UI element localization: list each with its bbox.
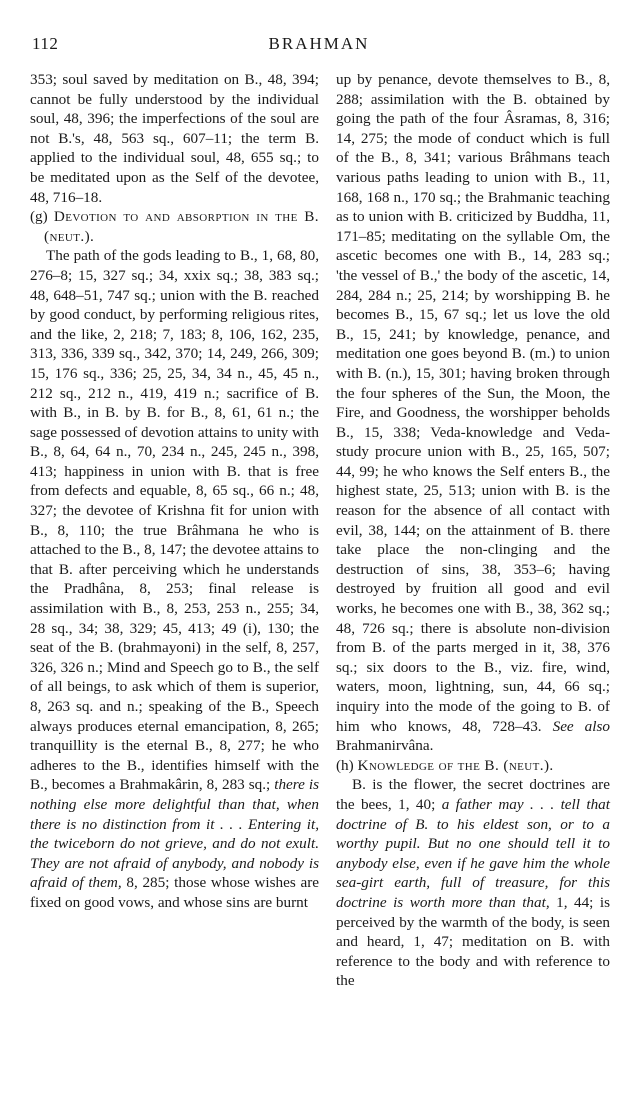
entry-paragraph bbox=[336, 70, 610, 756]
entry-text: 8, 285; those whose wishes are fixed on good vows, and whose sins are burnt bbox=[30, 874, 320, 911]
entry-text: The path of the gods leading to B., 1, 68, 80, 276–8; 15, 327 sq.; 34, xxix sq.; 38, 383 sq.; 48, 648–51, 747 sq.; union with the B. reached by good conduct, by performing religious rites, and the like, 2, 218; 7, 183; 8, 106, 162, 235, 313, 336, 339 sq., 342, 370; 14, 249, 266, 309; 15, 176 sq., 336; 25, 25, 34, 34 n., 45, 45 n., 212 sq., 212 n., 419, 419 n.; sacrifice of B. with B., in B. by B. for B., 8, 61, 61 n.; the sage possessed of devotion attains to unity with B., 8, 64, 64 n., 70, 234 n., 245, 245 n., 398, 413; happiness in union with B. that is free from defects and equable, 8, 65 sq., 66 n.; 48, 327; the devotee of Krishna fit for union with B., 8, 110; the true Brâhmana he who is attached to the B., 8, 147; the devotee attains to that B. after perceiving which he understands the Pradhâna, 8, 253; final release is assimilation with B., 8, 253, 253 n., 255; 34, 28 sq., 34; 38, 329; 45, 413; 49 (i), 130; the seat of the B. (brahmayoni) in the self, 8, 257, 326, 326 n.; Mind and Speech go to B., the self of all beings, to ask which of them is superior, 8, 263 sq. and n.; speaking of the B., Speech always produces eternal emancipation, 8, 265; tranquillity is the eternal B., 8, 277; he who adheres to the B., identifies himself with the B., becomes a Brahmakârin, 8, 283 sq.; bbox=[30, 247, 319, 794]
quotation-text: a father may . . . tell that doctrine of B. to his eldest son, or to a worthy pupil. But no one should tell it to anybody else, even if he gave him the whole sea-girt earth, full of treasure, for this doctrine is worth more than that, bbox=[336, 795, 610, 911]
section-title: Devotion to and absorption in the B. (neut.). bbox=[44, 208, 319, 245]
page-number: 112 bbox=[32, 34, 59, 53]
section-label: (h) bbox=[336, 756, 354, 774]
entry-text: Brahmanirvâna. bbox=[336, 737, 434, 755]
entry-paragraph bbox=[30, 246, 319, 912]
entry-text: B. is the flower, the secret doctrines are the bees, 1, 40; bbox=[336, 776, 610, 813]
see-also-label: See also bbox=[552, 717, 610, 735]
entry-text: 1, 44; is perceived by the warmth of the body, is seen and heard, 1, 47; meditation on B. with reference to the body and with reference to the bbox=[336, 893, 610, 990]
right-column bbox=[336, 70, 610, 991]
left-column bbox=[30, 70, 319, 913]
entry-paragraph bbox=[336, 775, 610, 991]
running-head: BRAHMAN bbox=[268, 34, 370, 53]
entry-paragraph: 353; soul saved by meditation on B., 48, 394; cannot be fully understood by the individual soul, 48, 396; the imperfections of the soul are not B.'s, 48, 563 sq., 607–11; the term B. applied to the individual soul, 48, 655 sq.; to be meditated upon as the Self of the devotee, 48, 716–18. bbox=[30, 71, 319, 206]
quotation-text: there is nothing else more delightful than that, when there is no distinction from it . . . Entering it, the twiceborn do not grieve, and do not exult. They are not afraid of anybody, and nobody is afraid of them, bbox=[30, 776, 319, 892]
page-header bbox=[32, 34, 606, 56]
section-heading-h bbox=[336, 756, 610, 776]
section-heading-g bbox=[30, 207, 319, 246]
section-title: Knowledge of the B. (neut.). bbox=[357, 756, 554, 774]
section-label: (g) bbox=[30, 208, 48, 226]
entry-text: up by penance, devote themselves to B., 8, 288; assimilation with the B. obtained by going the path of the four Âsramas, 8, 316; 14, 275; the mode of conduct which is full of the B., 8, 341; various Brâhmans teach various paths leading to union with B., 11, 168, 168 n., 170 sq.; the Brahmanic teaching as to union with B. criticized by Buddha, 11, 171–85; meditating on the syllable Om, the ascetic becomes one with B., 14, 283 sq.; 'the vessel of B.,' the body of the ascetic, 14, 284, 284 n.; 25, 214; by worshipping B. he becomes B., 15, 67 sq.; let us love the old B., 15, 241; by knowledge, penance, and meditation one goes beyond B. (m.) to union with B. (n.), 15, 301; having broken through the four spheres of the Sun, the Moon, the Fire, and Goodness, the worshipper beholds B., 15, 338; Veda-knowledge and Veda-study procure union with B., 25, 165, 507; 44, 99; he who knows the Self enters B., the highest state, 25, 513; union with B. is the reason for the absence of all contact with evil, 38, 144; on the attainment of B. there take place the non-clinging and the destruction of sins, 38, 353–6; having destroyed by fruition all good and evil works, he becomes one with B., 38, 362 sq.; 48, 726 sq.; there is absolute non-division from B. of the parts merged in it, 38, 376 sq.; six doors to the B., viz. fire, wind, waters, moon, lightning, sun, 44, 66 sq.; inquiry into the mode of the going to B. of him who knows, 48, 728–43. bbox=[336, 71, 610, 735]
